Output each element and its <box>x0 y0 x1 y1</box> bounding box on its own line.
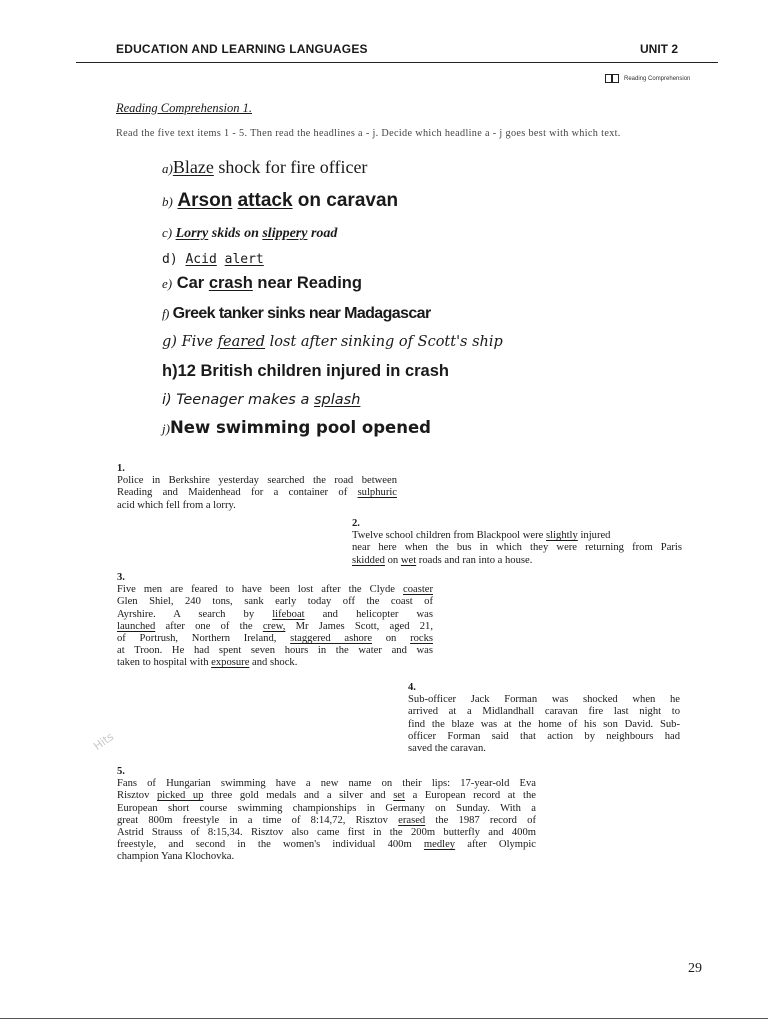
underlined-word: feared <box>217 334 266 350</box>
page-bottom-edge <box>0 1018 768 1019</box>
text-item-3 <box>117 572 433 670</box>
handwritten-margin-note: Hits <box>91 730 117 753</box>
instructions: Read the five text items 1 - 5. Then read the headlines a - j. Decide which headline a - j goes best with which text. <box>116 128 621 139</box>
underlined-word: rocks <box>410 633 434 645</box>
headline-text: road <box>307 226 338 241</box>
headline-j <box>162 420 431 437</box>
item-line: arrived at a Midlandhall caravan fire last night to <box>408 706 680 718</box>
underlined-word: launched <box>117 620 156 632</box>
underlined-word: coaster <box>403 584 433 596</box>
underlined-word: lifeboat <box>272 608 305 620</box>
item-line: find the blaze was at the home of his son David. Sub- <box>408 718 680 730</box>
item-line: near here when the bus in which they were returning from Paris <box>352 542 682 554</box>
headline-label: b) <box>162 194 173 209</box>
headline-text: skids on <box>208 226 263 241</box>
item-line: Glen Shiel, 240 tons, sank early today off the coast of <box>117 596 433 608</box>
item-line: European short course swimming championships in Germany on Sunday. With a <box>117 802 536 814</box>
underlined-word: medley <box>423 839 456 851</box>
headline-label: j) <box>162 421 170 436</box>
underlined-word: Acid <box>185 252 217 267</box>
headline-b <box>162 191 398 210</box>
item-line: freestyle, and second in the women's individual 400m medley after Olympic <box>117 839 536 851</box>
text-item-2 <box>352 518 682 567</box>
headline-label: h) <box>162 362 178 380</box>
underlined-word: attack <box>237 190 293 211</box>
item-number: 4. <box>408 682 416 693</box>
headline-text: lost after sinking of Scott's ship <box>265 334 503 350</box>
unit-label: UNIT 2 <box>640 42 679 56</box>
headline-label: g) <box>162 334 177 350</box>
headline-h <box>162 363 449 380</box>
headline-text: Teenager makes a <box>176 392 314 408</box>
item-line: champion Yana Klochovka. <box>117 851 235 863</box>
underlined-word: Lorry <box>175 226 209 241</box>
headline-text: shock for fire officer <box>213 157 368 177</box>
headline-f <box>162 306 431 322</box>
item-number: 1. <box>117 463 125 474</box>
underlined-word: set <box>393 790 405 802</box>
headline-text <box>217 252 225 267</box>
item-line: officer Forman said that action by neighbours had <box>408 730 680 742</box>
headline-e <box>162 275 362 292</box>
item-line: launched after one of the crew, Mr James Scott, aged 21, <box>117 620 433 632</box>
underlined-word: staggered ashore <box>290 633 373 645</box>
underlined-word: picked up <box>157 790 204 802</box>
headline-label: c) <box>162 225 173 240</box>
headline-a <box>162 158 367 176</box>
item-line: Sub-officer Jack Forman was shocked when he <box>408 694 680 706</box>
item-line: Five men are feared to have been lost after the Clyde coaster <box>117 584 433 596</box>
underlined-word: crash <box>208 274 253 292</box>
underlined-word: Blaze <box>172 157 214 177</box>
headline-label: e) <box>162 276 173 291</box>
underlined-word: crew, <box>262 620 286 632</box>
item-line: great 800m freestyle in a time of 8:14,72, Risztov erased the 1987 record of <box>117 814 536 826</box>
item-line: taken to hospital with exposure and shock. <box>117 657 298 669</box>
headline-label: i) <box>162 392 172 408</box>
headline-i <box>162 393 360 408</box>
section-title: Reading Comprehension 1. <box>116 101 252 115</box>
headline-c <box>162 226 337 241</box>
underlined-word: skidded <box>352 554 385 566</box>
item-line: Fans of Hungarian swimming have a new name on their lips: 17-year-old Eva <box>117 778 536 790</box>
underlined-word: Arson <box>177 190 233 211</box>
item-number: 2. <box>352 518 360 529</box>
header-divider <box>76 62 718 63</box>
headline-text: on caravan <box>292 190 399 211</box>
underlined-word: slippery <box>262 226 308 241</box>
headline-text: Five <box>181 334 218 350</box>
item-number: 3. <box>117 572 125 583</box>
header-title: EDUCATION AND LEARNING LANGUAGES <box>116 42 368 56</box>
text-item-5 <box>117 766 536 864</box>
item-line: Astrid Strauss of 8:15,34. Risztov also came first in the 200m butterfly and 400m <box>117 827 536 839</box>
underlined-word: alert <box>224 252 264 267</box>
item-line: Twelve school children from Blackpool were slightly injured <box>352 530 611 542</box>
item-line: acid which fell from a lorry. <box>117 499 236 511</box>
text-item-1 <box>117 463 397 512</box>
headline-g <box>162 335 503 350</box>
item-line: Police in Berkshire yesterday searched the road between <box>117 475 397 487</box>
item-line: Reading and Maidenhead for a container of sulphuric <box>117 487 397 499</box>
item-line: at Troon. He had spent seven hours in the water and was <box>117 645 433 657</box>
underlined-word: splash <box>313 392 361 408</box>
underlined-word: wet <box>400 554 417 566</box>
item-line: of Portrush, Northern Ireland, staggered ashore on rocks <box>117 633 434 645</box>
book-icon <box>605 74 619 83</box>
reading-comprehension-tag: Reading Comprehension <box>624 76 691 82</box>
headline-label: a) <box>162 161 173 176</box>
text-item-4 <box>408 682 680 755</box>
headline-text: 12 British children injured in crash <box>177 362 449 380</box>
headline-text: New swimming pool opened <box>169 418 431 437</box>
item-line: skidded on wet roads and ran into a house. <box>352 554 533 566</box>
headline-label: d) <box>162 252 178 267</box>
underlined-word: exposure <box>211 657 250 669</box>
underlined-word: slightly <box>546 530 578 542</box>
headline-text: Car <box>176 274 209 292</box>
headline-d <box>162 253 264 266</box>
item-line: saved the caravan. <box>408 743 486 755</box>
headline-text: Greek tanker sinks near Madagascar <box>172 305 431 322</box>
page-number: 29 <box>688 961 702 976</box>
item-line: Ayrshire. A search by lifeboat and helicopter was <box>117 608 433 620</box>
underlined-word: sulphuric <box>357 487 397 499</box>
headline-text: near Reading <box>252 274 362 292</box>
item-line: Risztov picked up three gold medals and a silver and set a European record at the <box>117 790 537 802</box>
item-number: 5. <box>117 766 125 777</box>
underlined-word: erased <box>398 814 426 826</box>
headline-label: f) <box>162 306 169 321</box>
